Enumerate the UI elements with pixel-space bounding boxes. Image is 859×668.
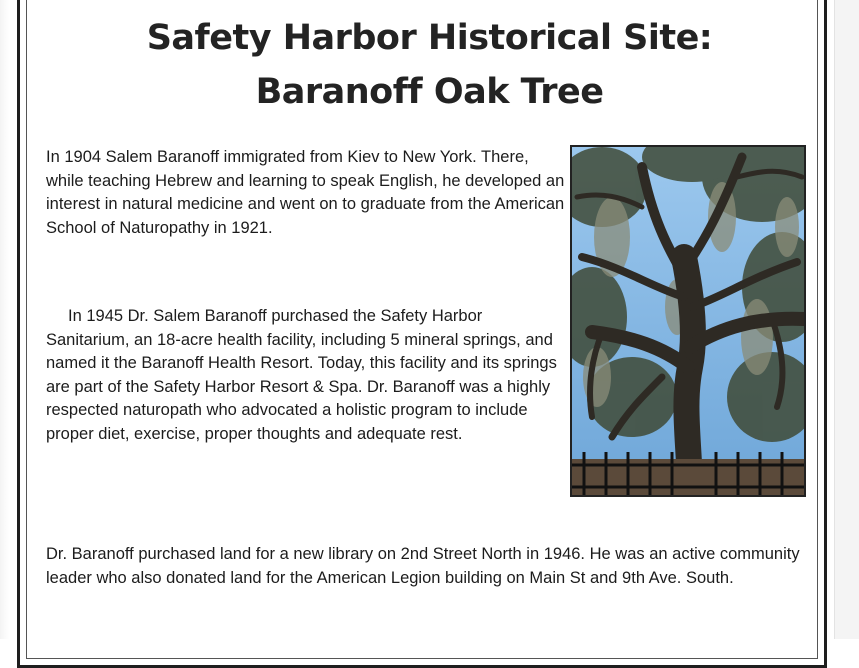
page-edge-left xyxy=(0,0,9,639)
paragraph-sanitarium: In 1945 Dr. Salem Baranoff purchased the Safety Harbor Sanitarium, an 18-acre health facility, including 5 mineral springs, and named it the Baranoff Health Resort. Today, this facility and its springs are part of the Safety Harbor Resort & Spa. Dr. Baranoff was a highly respected naturopath who advocated a holistic program to include proper diet, exercise, proper thoughts and adequate rest. xyxy=(46,307,557,443)
oak-tree-illustration xyxy=(572,147,804,495)
page-subtitle: Baranoff Oak Tree xyxy=(255,72,604,112)
page-title: Safety Harbor Historical Site: xyxy=(146,18,713,58)
paragraph-library: Dr. Baranoff purchased land for a new library on 2nd Street North in 1946. He was an active community leader who also donated land for the American Legion building on Main St and 9th Ave. South. xyxy=(46,545,800,587)
oak-tree-photo xyxy=(570,145,806,497)
paragraph-immigration: In 1904 Salem Baranoff immigrated from Kiev to New York. There, while teaching Hebrew and learning to speak English, he developed an interest in natural medicine and went on to graduate from the American School of Naturopathy in 1921. xyxy=(46,148,565,237)
